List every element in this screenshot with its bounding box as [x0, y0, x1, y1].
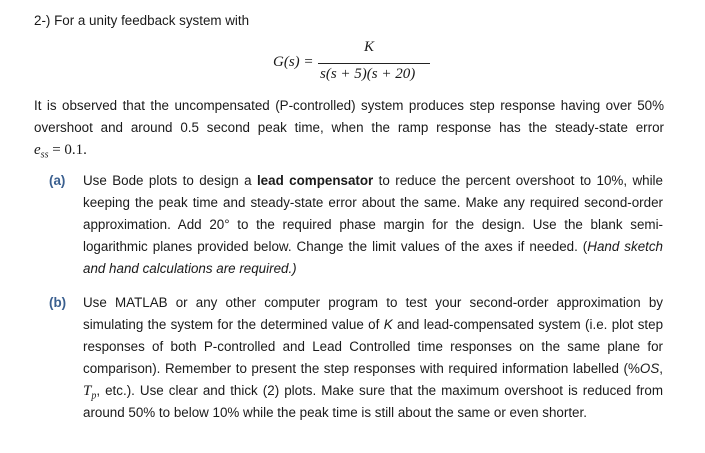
part-b-line-4-pre: comparison). Remember to present the step responses with required information labelled (%	[83, 361, 640, 376]
intro-line-3	[34, 142, 664, 164]
fraction-bar	[318, 63, 430, 64]
part-a-line-5: and hand calculations are required.)	[83, 261, 297, 276]
part-b-line-6: around 50% to below 10% while the peak time is still about the same or even shorter.	[83, 405, 587, 420]
part-a-line-1	[83, 173, 663, 195]
part-b-label: (b)	[49, 295, 67, 310]
part-b-line-2-pre: simulating the system for the determined value of	[83, 317, 384, 332]
part-b-line-5	[83, 383, 663, 405]
part-b-line-4	[83, 361, 663, 383]
lead-compensator-term: lead compensator	[256, 173, 374, 188]
part-b-line-5-post: , etc.). Use clear and thick (2) plots. Make sure that the maximum overshoot is reduced from	[96, 383, 663, 398]
part-a-line-4	[83, 239, 663, 261]
part-b-line-4-post: ,	[659, 361, 663, 376]
ess-subscript: ss	[40, 149, 49, 161]
ess-value: = 0.1.	[52, 142, 87, 158]
intro-paragraph	[34, 98, 664, 164]
part-b-line-2	[83, 317, 663, 339]
part-a-line-1-pre: Use Bode plots to design a	[83, 173, 257, 188]
tf-numerator: K	[364, 39, 375, 55]
tp-subscript: p	[91, 390, 97, 402]
part-a-body	[83, 173, 663, 283]
tf-lhs: G(s) =	[273, 54, 314, 70]
part-a-line-3: approximation. Add 20° to the required phase margin for the design. Use the blank semi-	[83, 217, 663, 232]
part-a-line-2: keeping the peak time and steady-state error about the same. Make any required second-order	[83, 195, 663, 210]
ess-symbol: e	[34, 142, 41, 158]
gain-k-symbol: K	[383, 317, 393, 332]
part-a-line-1-post: to reduce the percent overshoot to 10%, while	[373, 173, 663, 188]
problem-heading: 2-) For a unity feedback system with	[34, 13, 250, 28]
part-b-line-3: responses of both P-controlled and Lead Controlled time responses on the same plane for	[83, 339, 663, 354]
intro-line-1: It is observed that the uncompensated (P-controlled) system produces step response having over 50%	[34, 98, 664, 113]
intro-line-2: overshoot and around 0.5 second peak time, when the ramp response has the steady-state error	[34, 120, 664, 135]
transfer-function	[260, 36, 460, 86]
hand-sketch-note: Hand sketch	[587, 239, 664, 254]
os-symbol: OS	[639, 361, 660, 376]
part-a-line-4-pre: logarithmic planes provided below. Change the limit values of the axes if needed. (	[83, 239, 588, 254]
tf-denominator: s(s + 5)(s + 20)	[320, 66, 416, 82]
part-b-line-1: Use MATLAB or any other computer program to test your second-order approximation by	[83, 295, 663, 310]
part-b-body	[83, 295, 663, 427]
part-a-label: (a)	[49, 173, 66, 188]
part-b-line-2-post: and lead-compensated system (i.e. plot step	[392, 317, 664, 332]
tp-symbol: T	[83, 383, 92, 399]
